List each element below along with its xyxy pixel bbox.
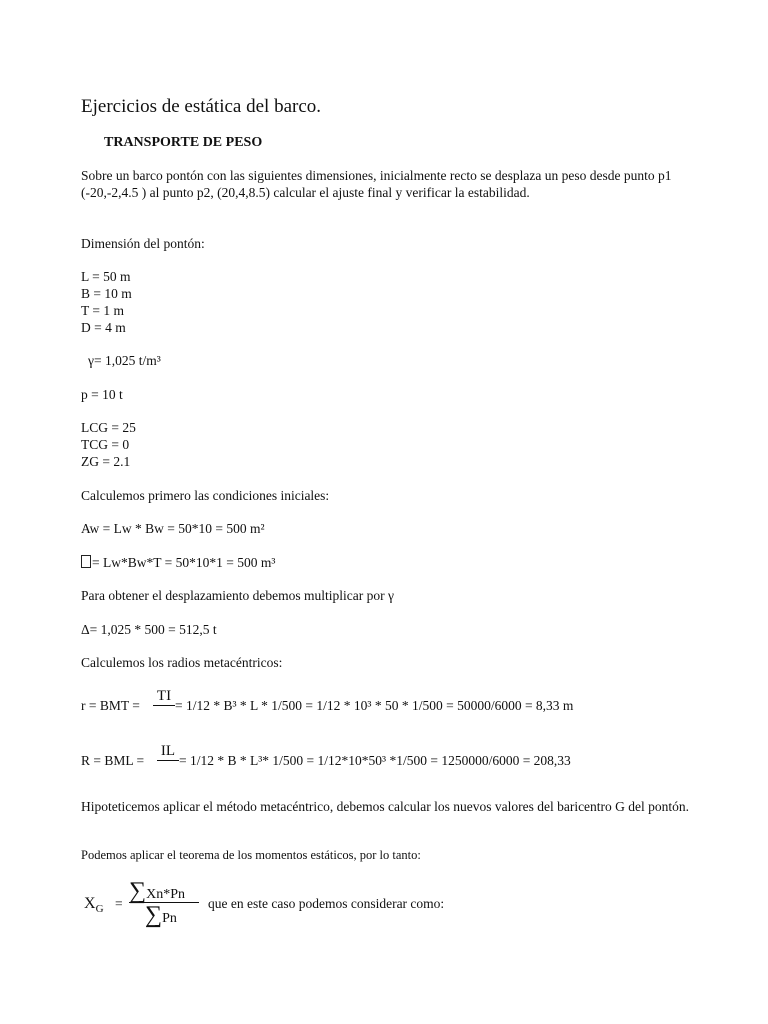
theorem-text: Podemos aplicar el teorema de los momentos estáticos, por lo tanto: xyxy=(81,848,421,862)
centers-list xyxy=(81,419,136,470)
dimension-beam: B = 10 m xyxy=(81,286,132,301)
bmt-fraction xyxy=(153,688,175,706)
xg-symbol: X xyxy=(84,895,96,912)
dimension-draft: T = 1 m xyxy=(81,303,124,318)
bml-lhs: R = BML = xyxy=(81,753,145,768)
bmt-numerator: TI xyxy=(156,688,172,704)
xg-subscript: G xyxy=(95,903,104,915)
initial-conditions-label: Calculemos primero las condiciones iniciales: xyxy=(81,488,330,503)
aw-formula: Aw = Lw * Bw = 50*10 = 500 m² xyxy=(81,521,265,536)
xg-denominator-group xyxy=(145,903,177,927)
section-heading: TRANSPORTE DE PESO xyxy=(104,135,263,150)
bml-numerator: IL xyxy=(160,743,176,759)
intro-paragraph: Sobre un barco pontón con las siguientes dimensiones, inicialmente recto se desplaza un peso desde punto p1 (-20,-2,4.5 ) al punto p2, (20,4,8.5) calcular el ajuste final y verificar la estabilidad. xyxy=(81,168,672,200)
displacement-label: Para obtener el desplazamiento debemos multiplicar por γ xyxy=(81,588,394,603)
sum-icon: ∑ xyxy=(145,902,163,928)
volume-symbol-icon xyxy=(81,555,91,568)
bml-fraction xyxy=(157,743,179,761)
zg-value: ZG = 2.1 xyxy=(81,454,131,469)
xg-denominator: Pn xyxy=(162,911,177,926)
tcg-value: TCG = 0 xyxy=(81,437,130,452)
hypothesis-paragraph: Hipoteticemos aplicar el método metacéntrico, debemos calcular los nuevos valores del baricentro G del pontón. xyxy=(81,799,690,814)
xg-lhs xyxy=(84,895,104,914)
dimension-list xyxy=(81,268,132,336)
xg-numerator-group xyxy=(129,879,185,903)
displacement-formula: Δ= 1,025 * 500 = 512,5 t xyxy=(81,622,217,637)
dimension-length: L = 50 m xyxy=(81,269,131,284)
xg-equals: = xyxy=(115,896,123,911)
page-title: Ejercicios de estática del barco. xyxy=(81,96,322,117)
dimension-label: Dimensión del pontón: xyxy=(81,236,205,251)
gamma-value: γ= 1,025 t/m³ xyxy=(88,353,161,368)
volume-formula: = Lw*Bw*T = 50*10*1 = 500 m³ xyxy=(92,555,276,570)
fraction-bar xyxy=(153,705,175,706)
volume-formula-line xyxy=(81,554,275,571)
lcg-value: LCG = 25 xyxy=(81,420,136,435)
bmt-lhs: r = BMT = xyxy=(81,698,140,713)
dimension-depth: D = 4 m xyxy=(81,320,126,335)
bmt-rhs: = 1/12 * B³ * L * 1/500 = 1/12 * 10³ * 50 * 1/500 = 50000/6000 = 8,33 m xyxy=(175,698,574,713)
fraction-bar xyxy=(157,760,179,761)
xg-numerator: Xn*Pn xyxy=(146,887,186,902)
sum-icon: ∑ xyxy=(129,878,147,904)
bml-rhs: = 1/12 * B * L³* 1/500 = 1/12*10*50³ *1/500 = 1250000/6000 = 208,33 xyxy=(179,753,571,768)
weight-value: p = 10 t xyxy=(81,387,123,402)
radii-label: Calculemos los radios metacéntricos: xyxy=(81,655,283,670)
xg-tail-text: que en este caso podemos considerar como: xyxy=(208,896,445,911)
